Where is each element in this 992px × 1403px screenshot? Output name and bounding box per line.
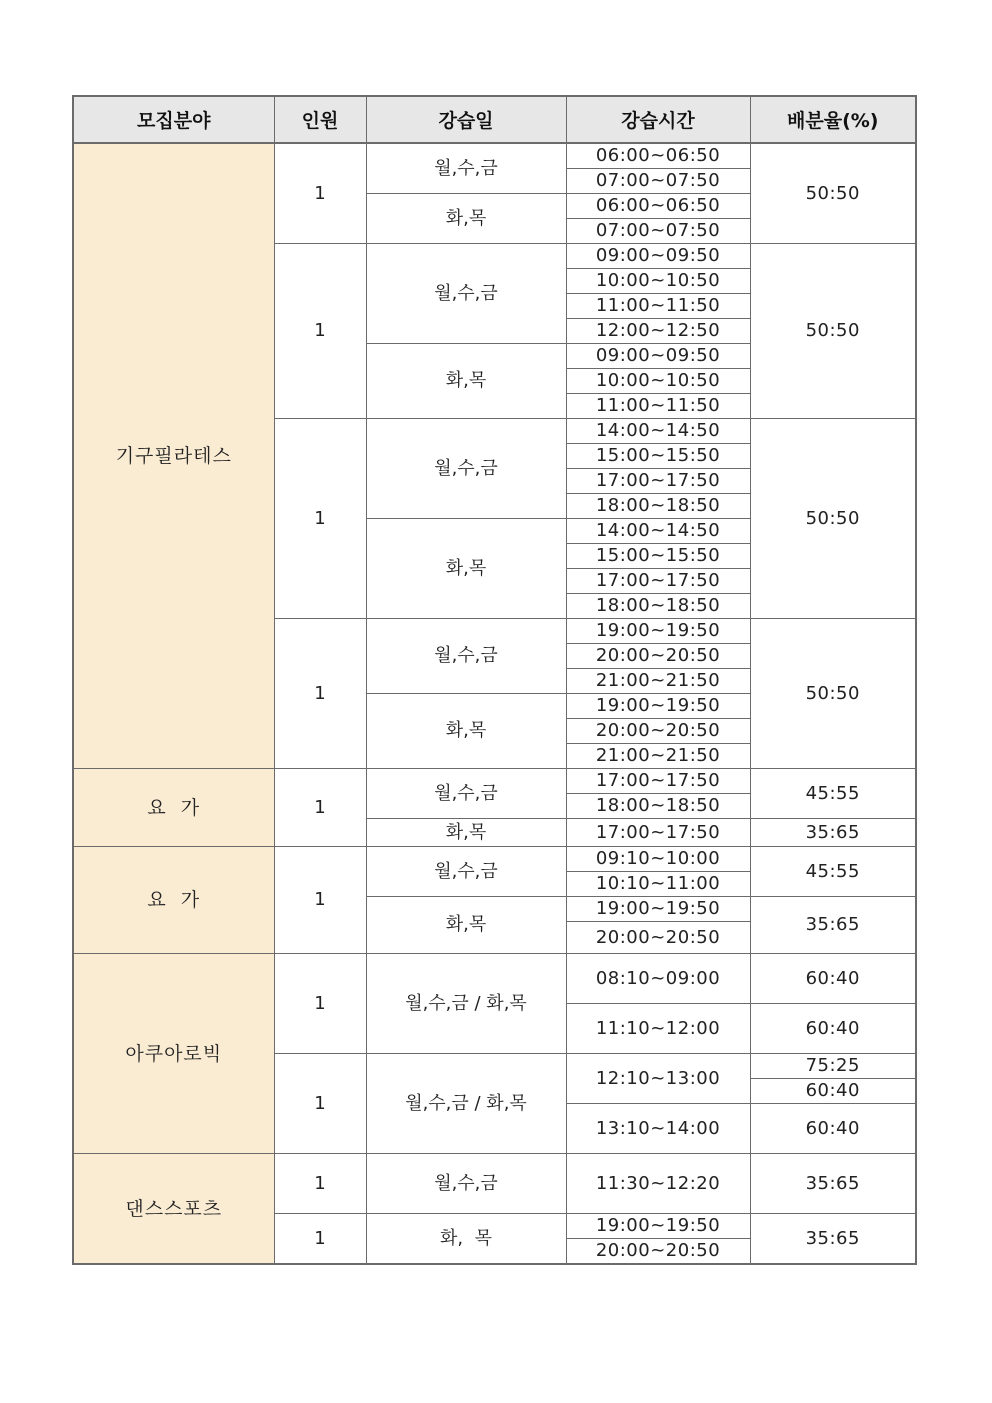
- field-cell: 기구필라테스: [73, 143, 274, 769]
- time-cell: 18:00~18:50: [566, 594, 750, 619]
- time-cell: 18:00~18:50: [566, 494, 750, 519]
- time-cell: 11:00~11:50: [566, 294, 750, 319]
- time-cell: 14:00~14:50: [566, 419, 750, 444]
- days-cell: 월,수,금: [366, 769, 566, 819]
- time-cell: 13:10~14:00: [566, 1104, 750, 1154]
- time-cell: 09:00~09:50: [566, 244, 750, 269]
- table-row: [73, 954, 916, 1004]
- days-cell: 화,목: [366, 694, 566, 769]
- count-cell: 1: [274, 1214, 366, 1265]
- time-cell: 10:00~10:50: [566, 369, 750, 394]
- header-count: 인원: [274, 96, 366, 143]
- time-cell: 20:00~20:50: [566, 922, 750, 954]
- time-cell: 07:00~07:50: [566, 219, 750, 244]
- ratio-cell: 60:40: [750, 1104, 916, 1154]
- time-cell: 17:00~17:50: [566, 769, 750, 794]
- time-cell: 12:10~13:00: [566, 1054, 750, 1104]
- ratio-cell: 45:55: [750, 769, 916, 819]
- ratio-cell: 45:55: [750, 847, 916, 897]
- days-cell: 화, 목: [366, 1214, 566, 1265]
- days-cell: 월,수,금 / 화,목: [366, 954, 566, 1054]
- time-cell: 15:00~15:50: [566, 444, 750, 469]
- days-cell: 월,수,금: [366, 244, 566, 344]
- time-cell: 17:00~17:50: [566, 469, 750, 494]
- days-cell: 월,수,금 / 화,목: [366, 1054, 566, 1154]
- ratio-cell: 50:50: [750, 619, 916, 769]
- ratio-cell: 60:40: [750, 954, 916, 1004]
- count-cell: 1: [274, 1154, 366, 1214]
- time-cell: 14:00~14:50: [566, 519, 750, 544]
- time-cell: 17:00~17:50: [566, 819, 750, 847]
- time-cell: 11:30~12:20: [566, 1154, 750, 1214]
- count-cell: 1: [274, 1054, 366, 1154]
- ratio-cell: 35:65: [750, 1214, 916, 1265]
- table-row: [73, 1154, 916, 1214]
- time-cell: 12:00~12:50: [566, 319, 750, 344]
- time-cell: 20:00~20:50: [566, 1239, 750, 1265]
- days-cell: 월,수,금: [366, 619, 566, 694]
- field-cell: 요 가: [73, 769, 274, 847]
- table-row: [73, 143, 916, 169]
- count-cell: 1: [274, 619, 366, 769]
- time-cell: 08:10~09:00: [566, 954, 750, 1004]
- count-cell: 1: [274, 143, 366, 244]
- days-cell: 월,수,금: [366, 419, 566, 519]
- time-cell: 19:00~19:50: [566, 897, 750, 922]
- ratio-cell: 60:40: [750, 1079, 916, 1104]
- time-cell: 20:00~20:50: [566, 719, 750, 744]
- time-cell: 09:10~10:00: [566, 847, 750, 872]
- time-cell: 10:10~11:00: [566, 872, 750, 897]
- count-cell: 1: [274, 847, 366, 954]
- table-row: [73, 847, 916, 872]
- schedule-table: [72, 95, 917, 1265]
- ratio-cell: 50:50: [750, 244, 916, 419]
- time-cell: 10:00~10:50: [566, 269, 750, 294]
- time-cell: 19:00~19:50: [566, 619, 750, 644]
- table-row: [73, 769, 916, 794]
- header-ratio: 배분율(%): [750, 96, 916, 143]
- days-cell: 월,수,금: [366, 143, 566, 194]
- ratio-cell: 35:65: [750, 1154, 916, 1214]
- count-cell: 1: [274, 419, 366, 619]
- days-cell: 월,수,금: [366, 847, 566, 897]
- days-cell: 화,목: [366, 519, 566, 619]
- ratio-cell: 50:50: [750, 143, 916, 244]
- time-cell: 21:00~21:50: [566, 669, 750, 694]
- time-cell: 11:00~11:50: [566, 394, 750, 419]
- days-cell: 월,수,금: [366, 1154, 566, 1214]
- time-cell: 09:00~09:50: [566, 344, 750, 369]
- time-cell: 21:00~21:50: [566, 744, 750, 769]
- days-cell: 화,목: [366, 194, 566, 244]
- time-cell: 07:00~07:50: [566, 169, 750, 194]
- header-days: 강습일: [366, 96, 566, 143]
- time-cell: 17:00~17:50: [566, 569, 750, 594]
- days-cell: 화,목: [366, 897, 566, 954]
- time-cell: 18:00~18:50: [566, 794, 750, 819]
- count-cell: 1: [274, 954, 366, 1054]
- time-cell: 06:00~06:50: [566, 143, 750, 169]
- time-cell: 19:00~19:50: [566, 694, 750, 719]
- field-cell: 아쿠아로빅: [73, 954, 274, 1154]
- field-cell: 요 가: [73, 847, 274, 954]
- time-cell: 20:00~20:50: [566, 644, 750, 669]
- ratio-cell: 60:40: [750, 1004, 916, 1054]
- time-cell: 15:00~15:50: [566, 544, 750, 569]
- ratio-cell: 35:65: [750, 819, 916, 847]
- ratio-cell: 35:65: [750, 897, 916, 954]
- ratio-cell: 50:50: [750, 419, 916, 619]
- time-cell: 11:10~12:00: [566, 1004, 750, 1054]
- header-field: 모집분야: [73, 96, 274, 143]
- time-cell: 06:00~06:50: [566, 194, 750, 219]
- days-cell: 화,목: [366, 344, 566, 419]
- count-cell: 1: [274, 769, 366, 847]
- time-cell: 19:00~19:50: [566, 1214, 750, 1239]
- header-row: [73, 96, 916, 143]
- header-time: 강습시간: [566, 96, 750, 143]
- days-cell: 화,목: [366, 819, 566, 847]
- count-cell: 1: [274, 244, 366, 419]
- field-cell: 댄스스포츠: [73, 1154, 274, 1265]
- ratio-cell: 75:25: [750, 1054, 916, 1079]
